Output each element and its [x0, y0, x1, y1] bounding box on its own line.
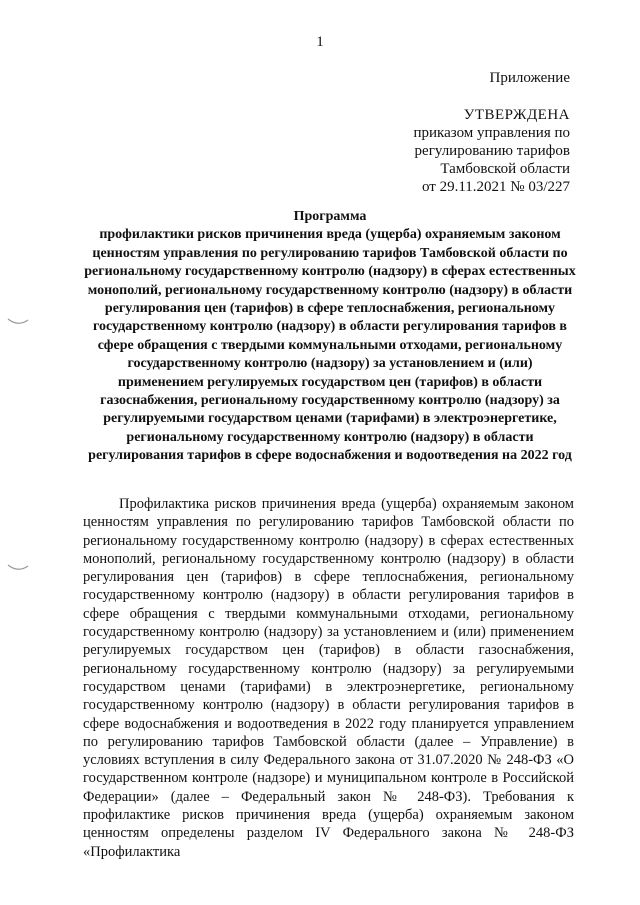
appendix-label: Приложение	[489, 70, 570, 86]
program-title: Программа	[293, 209, 367, 224]
approval-order-line: приказом управления по	[413, 125, 570, 141]
approval-stamp-title: УТВЕРЖДЕНА	[463, 107, 570, 123]
program-heading	[84, 208, 576, 466]
hole-punch-mark-icon	[6, 317, 30, 327]
page-number: 1	[316, 34, 324, 50]
approval-date-number: от 29.11.2021 № 03/227	[421, 179, 570, 195]
approval-block	[413, 106, 570, 196]
body-paragraph: Профилактика рисков причинения вреда (ущерба) охраняемым законом ценностям управления по регулированию тарифов Тамбовской области по региональному государственному контролю (надзору) в сферах естественных монополий, региональному государственному контролю (надзору) в области регулирования цен (тарифов) в сфере теплоснабжения, региональному государственному контролю (надзору) в области регулирования тарифов в сфере обращения с твердыми коммунальными отходами, региональному государственному контролю (надзору) за установлением и (или) применением регулируемых государством цен (тарифов) в области газоснабжения, региональному государственному контролю (надзору) за регулируемыми государством ценами (тарифами) в электроэнергетике, региональному государственному контролю (надзору) в области регулирования тарифов в сфере водоснабжения и водоотведения в 2022 году планируется управлением по регулированию тарифов Тамбовской области (далее – Управление) в условиях вступления в силу Федерального закона от 31.07.2020 № 248-ФЗ «О государственном контроле (надзоре) и муниципальном контроле в Российской Федерации» (далее – Федеральный закон № 248-ФЗ). Требования к профилактике рисков причинения вреда (ущерба) охраняемым законом ценностям определены разделом IV Федерального закона № 248-ФЗ «Профилактика	[83, 496, 574, 860]
hole-punch-mark-icon	[6, 563, 30, 573]
program-subtitle: профилактики рисков причинения вреда (ущерба) охраняемым законом ценностям управления по регулированию тарифов Тамбовской области по региональному государственному контролю (надзору) в сферах естественных монополий, региональному государственному контролю (надзору) в области регулирования цен (тарифов) в сфере теплоснабжения, региональному государственному контролю (надзору) в области регулирования тарифов в сфере обращения с твердыми коммунальными отходами, региональному государственному контролю (надзору) за установлением и (или) применением регулируемых государством цен (тарифов) в области газоснабжения, региональному государственному контролю (надзору) за регулируемыми государством ценами (тарифами) в электроэнергетике, региональному государственному контролю (надзору) в области регулирования тарифов в сфере водоснабжения и водоотведения на 2022 год	[84, 227, 576, 464]
approval-department-line: регулированию тарифов	[414, 143, 570, 159]
approval-region-line: Тамбовской области	[440, 161, 570, 177]
